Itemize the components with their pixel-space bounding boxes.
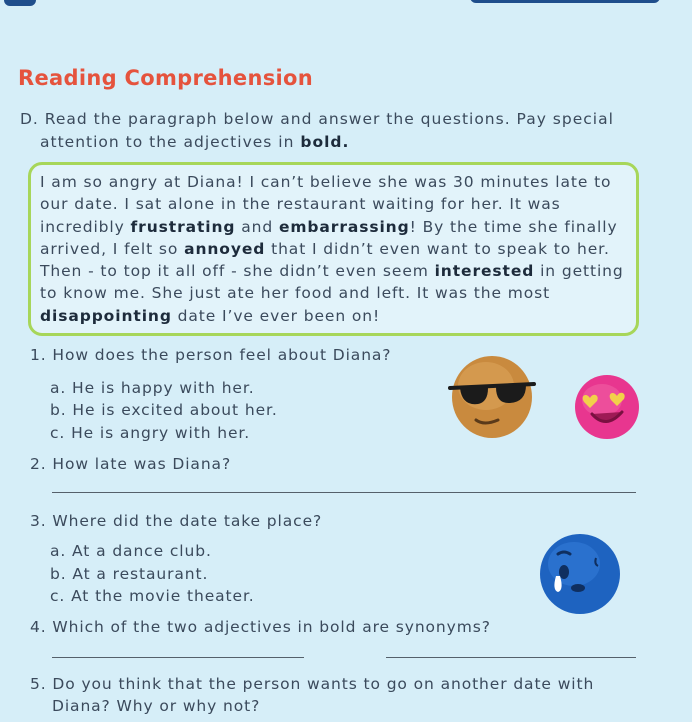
text: arrived, I felt so xyxy=(40,239,185,258)
instruction-bold: bold. xyxy=(300,132,350,151)
option-1b[interactable]: b. He is excited about her. xyxy=(50,401,278,419)
question-4: 4. Which of the two adjectives in bold are synonyms? xyxy=(30,618,491,636)
paragraph-line xyxy=(40,260,630,282)
paragraph-line xyxy=(40,216,630,238)
text: Then - to top it all off - she didn’t even seem xyxy=(40,262,435,281)
instruction-line-1: D. Read the paragraph below and answer the questions. Pay special xyxy=(20,110,614,128)
page-number-tab xyxy=(4,0,36,6)
header-bar xyxy=(470,0,660,3)
paragraph-line: our date. I sat alone in the restaurant waiting for her. It was xyxy=(40,195,561,214)
question-2: 2. How late was Diana? xyxy=(30,455,232,473)
question-3: 3. Where did the date take place? xyxy=(30,512,323,530)
question-5-line-2: Diana? Why or why not? xyxy=(52,697,261,715)
option-1c[interactable]: c. He is angry with her. xyxy=(50,424,251,442)
answer-line-4a[interactable] xyxy=(52,657,304,658)
text: ! By the time she finally xyxy=(409,217,618,236)
crying-face-icon xyxy=(536,532,624,616)
text: and xyxy=(235,217,279,236)
option-3c[interactable]: c. At the movie theater. xyxy=(50,587,255,605)
adjective-frustrating: frustrating xyxy=(130,217,236,236)
text: date I’ve ever been on! xyxy=(171,306,381,325)
paragraph-line: I am so angry at Diana! I can’t believe she was 30 minutes late to xyxy=(40,173,612,191)
option-3b[interactable]: b. At a restaurant. xyxy=(50,565,209,583)
text: incredibly xyxy=(40,217,131,236)
instruction-text: attention to the adjectives in xyxy=(40,132,301,151)
paragraph-line: to know me. She just ate her food and left. It was the most xyxy=(40,284,551,303)
paragraph-line xyxy=(40,305,630,327)
paragraph-line xyxy=(40,238,630,260)
reading-paragraph xyxy=(28,162,639,336)
option-3a[interactable]: a. At a dance club. xyxy=(50,542,212,560)
instruction-line-2 xyxy=(20,131,349,154)
adjective-annoyed: annoyed xyxy=(184,239,266,258)
text: in getting xyxy=(534,262,624,281)
instructions xyxy=(20,108,660,153)
option-1a[interactable]: a. He is happy with her. xyxy=(50,379,255,397)
answer-line-4b[interactable] xyxy=(386,657,636,658)
answer-line-2[interactable] xyxy=(52,492,636,493)
text: that I didn’t even want to speak to her. xyxy=(265,239,610,258)
adjective-interested: interested xyxy=(434,262,535,281)
sunglasses-face-icon xyxy=(446,354,542,440)
adjective-disappointing: disappointing xyxy=(40,306,172,325)
heart-eyes-face-icon xyxy=(572,372,642,442)
adjective-embarrassing: embarrassing xyxy=(278,217,410,236)
question-5-line-1: 5. Do you think that the person wants to go on another date with xyxy=(30,675,595,693)
question-1: 1. How does the person feel about Diana? xyxy=(30,346,392,364)
section-title: Reading Comprehension xyxy=(18,66,313,90)
